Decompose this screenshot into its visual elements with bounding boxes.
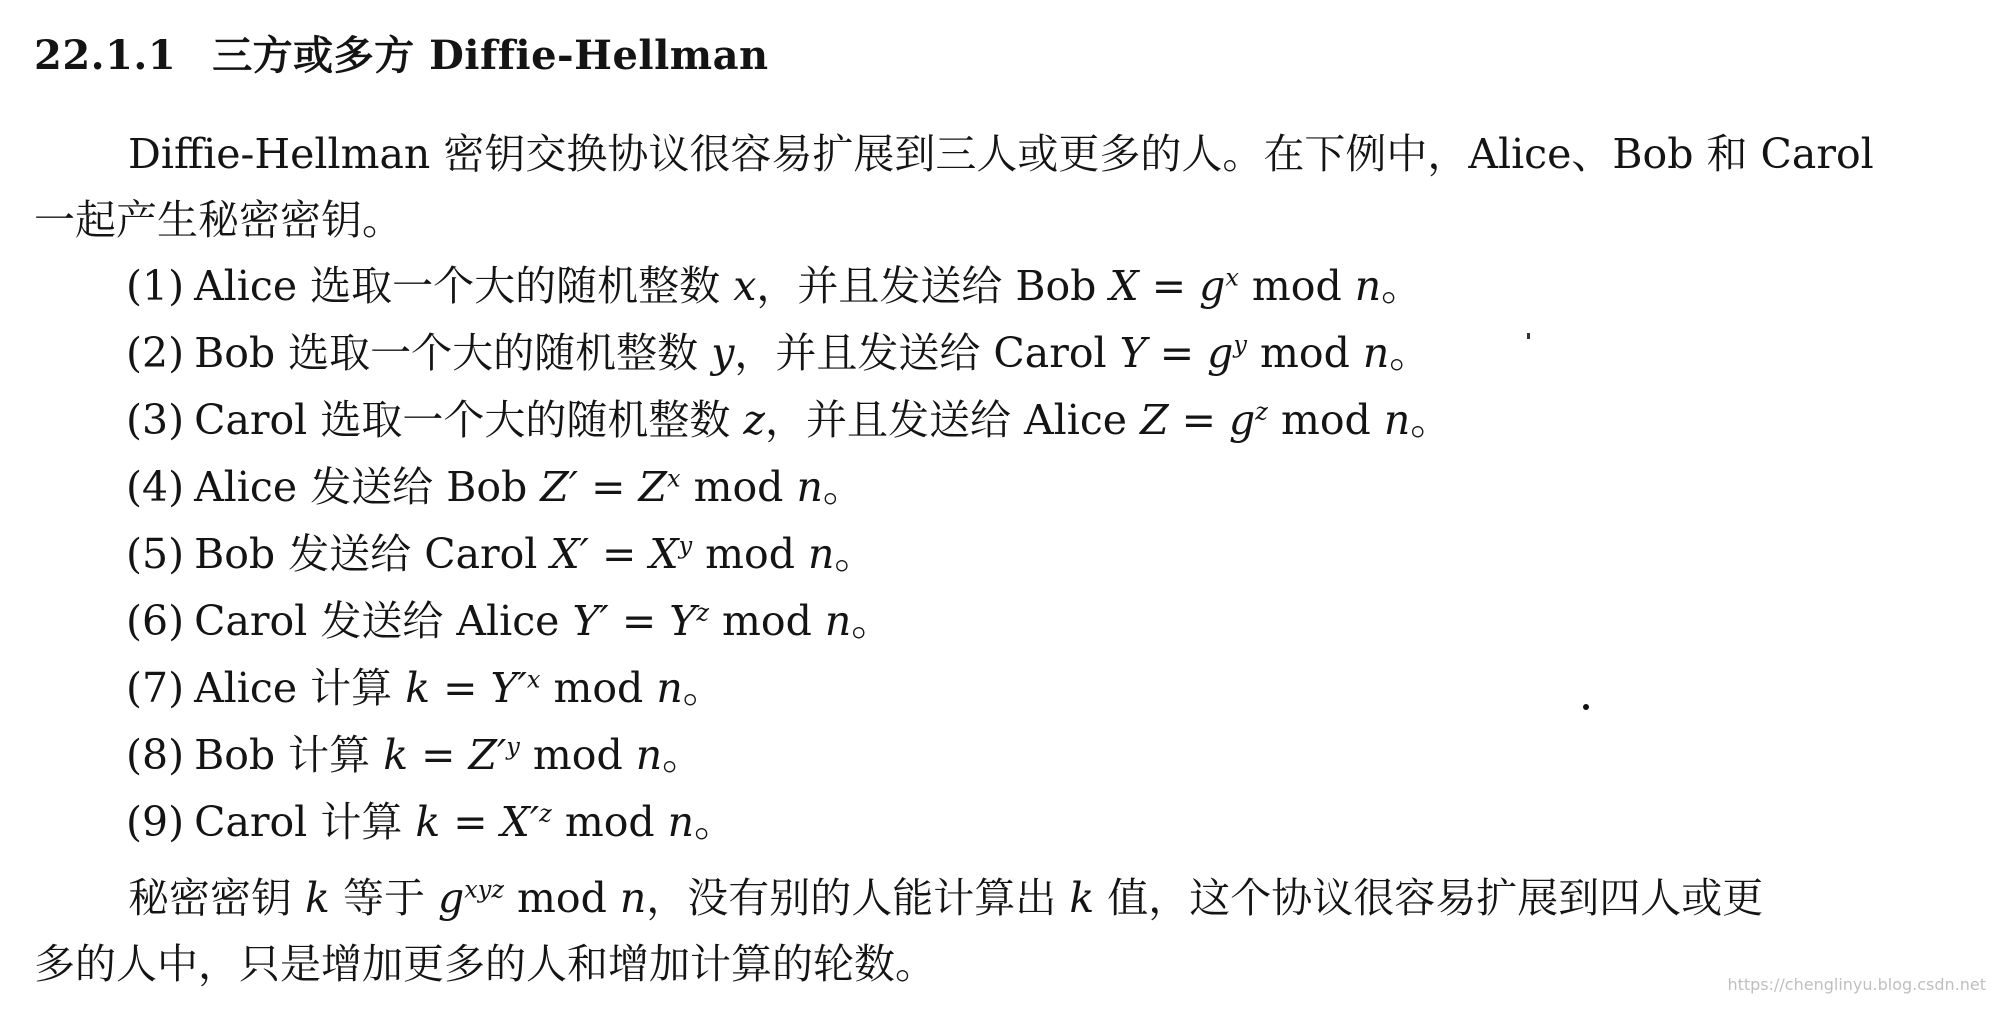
- step-6: (6) Carol 发送给 Alice $Y' = Y^z$ mod n。: [126, 597, 893, 645]
- section-heading: [34, 24, 769, 81]
- conclusion-line-2: 多的人中，只是增加更多的人和增加计算的轮数。: [34, 940, 936, 988]
- intro-paragraph-line-1: Diffie-Hellman 密钥交换协议很容易扩展到三人或更多的人。在下例中，Alice、Bob 和 Carol: [128, 130, 1874, 178]
- step-3: (3) Carol 选取一个大的随机整数 z，并且发送给 Alice $Z = g^z$ mod n。: [126, 396, 1452, 444]
- step-index: (1): [126, 262, 185, 310]
- scan-speck: [1527, 333, 1530, 339]
- step-index: (6): [126, 597, 185, 645]
- section-title: 三方或多方 Diffie-Hellman: [212, 32, 769, 79]
- step-1: (1) Alice 选取一个大的随机整数 x，并且发送给 Bob $X = g^x$ mod n。: [126, 262, 1423, 310]
- step-4: (4) Alice 发送给 Bob $Z' = Z^x$ mod n。: [126, 463, 864, 511]
- scan-speck: [1583, 704, 1589, 710]
- step-8: (8) Bob 计算 $k = Z'^y$ mod n。: [126, 731, 704, 779]
- step-index: (2): [126, 329, 185, 377]
- step-5: (5) Bob 发送给 Carol $X' = X^y$ mod n。: [126, 530, 876, 578]
- section-number: 22.1.1: [34, 32, 177, 79]
- step-2: (2) Bob 选取一个大的随机整数 y，并且发送给 Carol $Y = g^y$ mod n。: [126, 329, 1431, 377]
- step-7: (7) Alice 计算 $k = Y'^x$ mod n。: [126, 664, 724, 712]
- watermark: https://chenglinyu.blog.csdn.net: [1727, 975, 1986, 994]
- step-index: (9): [126, 798, 185, 846]
- step-index: (4): [126, 463, 185, 511]
- conclusion-line-1: 秘密密钥 k 等于 $g^{xyz}$ mod n，没有别的人能计算出 k 值，这个协议很容易扩展到四人或更: [128, 874, 1764, 922]
- step-index: (7): [126, 664, 185, 712]
- step-index: (8): [126, 731, 185, 779]
- step-index: (5): [126, 530, 185, 578]
- step-9: (9) Carol 计算 $k = X'^z$ mod n。: [126, 798, 736, 846]
- step-index: (3): [126, 396, 185, 444]
- intro-paragraph-line-2: 一起产生秘密密钥。: [34, 196, 403, 244]
